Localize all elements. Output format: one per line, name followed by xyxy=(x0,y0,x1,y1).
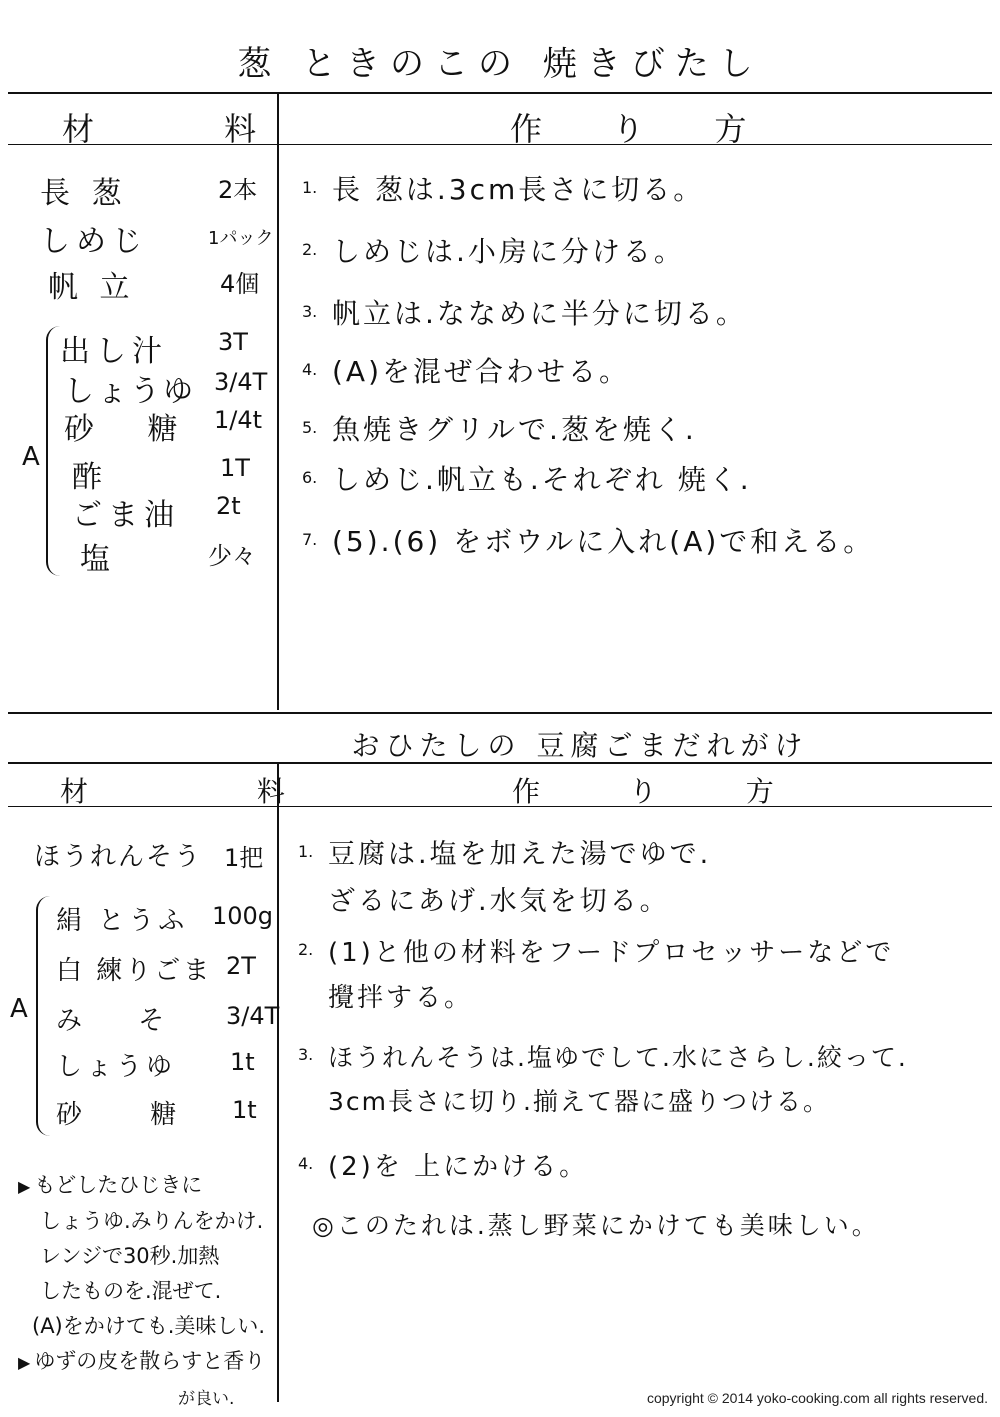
ingredient-name: 砂 糖 xyxy=(64,412,200,447)
method-step xyxy=(302,350,630,390)
step-number: 6. xyxy=(302,468,318,487)
note-line: もどしたひじきに xyxy=(34,1173,203,1197)
ingredient-name: ごま油 xyxy=(72,498,180,533)
ingredient-qty: 1t xyxy=(230,1048,255,1076)
method-step xyxy=(298,932,894,1014)
recipe1-top-rule xyxy=(8,92,992,94)
ingredient-qty: 2本 xyxy=(218,176,258,204)
ingredient-name: み そ xyxy=(56,1006,189,1036)
ingredient-note xyxy=(18,1168,265,1344)
step-number: 5. xyxy=(302,418,318,437)
method-step xyxy=(302,230,685,270)
step-text: 3cm長さに切り.揃えて器に盛りつける。 xyxy=(328,1087,830,1116)
step-number: 1. xyxy=(298,842,314,861)
recipe2-column-divider xyxy=(277,762,279,1402)
ingredient-qty: 3T xyxy=(218,328,248,356)
ingredient-qty: 少々 xyxy=(208,542,256,570)
step-number: 3. xyxy=(302,302,318,321)
step-number: 2. xyxy=(298,940,314,959)
step-number: 7. xyxy=(302,530,318,549)
recipe-tip: ◎このたれは.蒸し野菜にかけても美味しい。 xyxy=(312,1211,880,1240)
method-step xyxy=(302,292,747,332)
step-text: (2)を 上にかける。 xyxy=(328,1152,589,1182)
ingredient-qty: 1パック xyxy=(208,228,274,249)
ingredient-note xyxy=(18,1344,265,1417)
ingredient-name: しょうゆ xyxy=(56,1052,177,1082)
recipe1-ingredients-header: 材 料 xyxy=(62,110,317,148)
step-number: 4. xyxy=(298,1154,314,1173)
step-text: ざるにあげ.水気を切る。 xyxy=(328,886,670,917)
step-number: 1. xyxy=(302,178,318,197)
step-text: ほうれんそうは.塩ゆでして.水にさらし.絞って. xyxy=(328,1043,908,1072)
ingredient-qty: 1/4t xyxy=(214,406,263,434)
ingredient-name: しょうゆ xyxy=(64,374,196,409)
note-line: が良い. xyxy=(178,1389,235,1409)
step-text: (1)と他の材料をフードプロセッサーなどで xyxy=(328,938,895,968)
note-line: レンジで30秒.加熱 xyxy=(40,1244,220,1268)
note-line: しょうゆ.みりんをかけ. xyxy=(40,1209,264,1233)
step-number: 4. xyxy=(302,360,318,379)
step-text: (A)を混ぜ合わせる。 xyxy=(332,355,631,388)
note-line: (A)をかけても.美味しい. xyxy=(32,1314,266,1338)
ingredient-qty: 4個 xyxy=(220,270,260,298)
ingredient-qty: 1T xyxy=(220,454,250,482)
ingredient-name: 帆 立 xyxy=(48,270,136,305)
method-step xyxy=(302,458,752,498)
ingredient-name: 塩 xyxy=(80,542,116,577)
step-text: 帆立は.ななめに半分に切る。 xyxy=(332,297,747,330)
ingredient-name: しめじ xyxy=(40,224,148,259)
ingredient-name: ほうれんそう xyxy=(34,842,203,872)
recipe1-title: 葱 ときのこの 焼きびたし xyxy=(237,44,763,84)
group-a-label: A xyxy=(22,442,40,472)
ingredient-qty: 3/4T xyxy=(214,368,268,396)
note-line: ゆずの皮を散らすと香り xyxy=(34,1349,266,1373)
group-a-brace xyxy=(36,896,52,1136)
note-line: したものを.混ぜて. xyxy=(40,1279,222,1303)
step-text: 攪拌する。 xyxy=(328,983,474,1013)
step-text: しめじ.帆立も.それぞれ 焼く. xyxy=(332,463,752,496)
recipe2-header-top-rule xyxy=(8,762,992,764)
ingredient-name: 酢 xyxy=(72,460,108,495)
step-number: 3. xyxy=(298,1045,314,1064)
recipe2-ingredients-header: 材 料 xyxy=(60,775,365,808)
recipe2-top-rule xyxy=(8,712,992,714)
ingredient-qty: 1t xyxy=(232,1096,257,1124)
ingredient-qty: 1把 xyxy=(224,844,264,872)
recipe1-method-header: 作 り 方 xyxy=(510,110,777,148)
triangle-bullet-icon: ▶ xyxy=(18,1177,31,1196)
step-text: (5).(6) をボウルに入れ(A)で和える。 xyxy=(332,525,875,558)
copyright-notice: copyright © 2014 yoko-cooking.com all rights reserved. xyxy=(646,1390,988,1406)
ingredient-qty: 2T xyxy=(226,952,256,980)
recipe2-title: おひたしの 豆腐ごまだれがけ xyxy=(351,729,809,762)
step-text: しめじは.小房に分ける。 xyxy=(332,235,685,268)
ingredient-name: 長 葱 xyxy=(40,176,128,211)
method-step xyxy=(298,832,711,918)
method-step xyxy=(302,168,704,208)
ingredient-name: 出し汁 xyxy=(60,334,168,369)
step-text: 豆腐は.塩を加えた湯でゆで. xyxy=(328,839,712,870)
recipe2-method-header: 作 り 方 xyxy=(512,775,814,808)
triangle-bullet-icon: ▶ xyxy=(18,1353,31,1372)
group-a-label: A xyxy=(10,994,28,1024)
ingredient-name: 絹 とうふ xyxy=(56,906,189,936)
method-step xyxy=(298,1146,588,1183)
step-text: 長 葱は.3cm長さに切る。 xyxy=(332,173,705,206)
recipe1-column-divider xyxy=(277,92,279,710)
step-number: 2. xyxy=(302,240,318,259)
ingredient-name: 砂 糖 xyxy=(56,1100,207,1130)
step-text: 魚焼きグリルで.葱を焼く. xyxy=(332,413,697,446)
method-step xyxy=(302,408,697,448)
ingredient-name: 白 練りごま xyxy=(56,956,213,986)
method-step xyxy=(298,1038,908,1118)
method-step xyxy=(302,520,874,560)
ingredient-qty: 2t xyxy=(216,492,241,520)
ingredient-qty: 3/4T xyxy=(226,1002,280,1030)
ingredient-qty: 100g xyxy=(212,902,274,930)
